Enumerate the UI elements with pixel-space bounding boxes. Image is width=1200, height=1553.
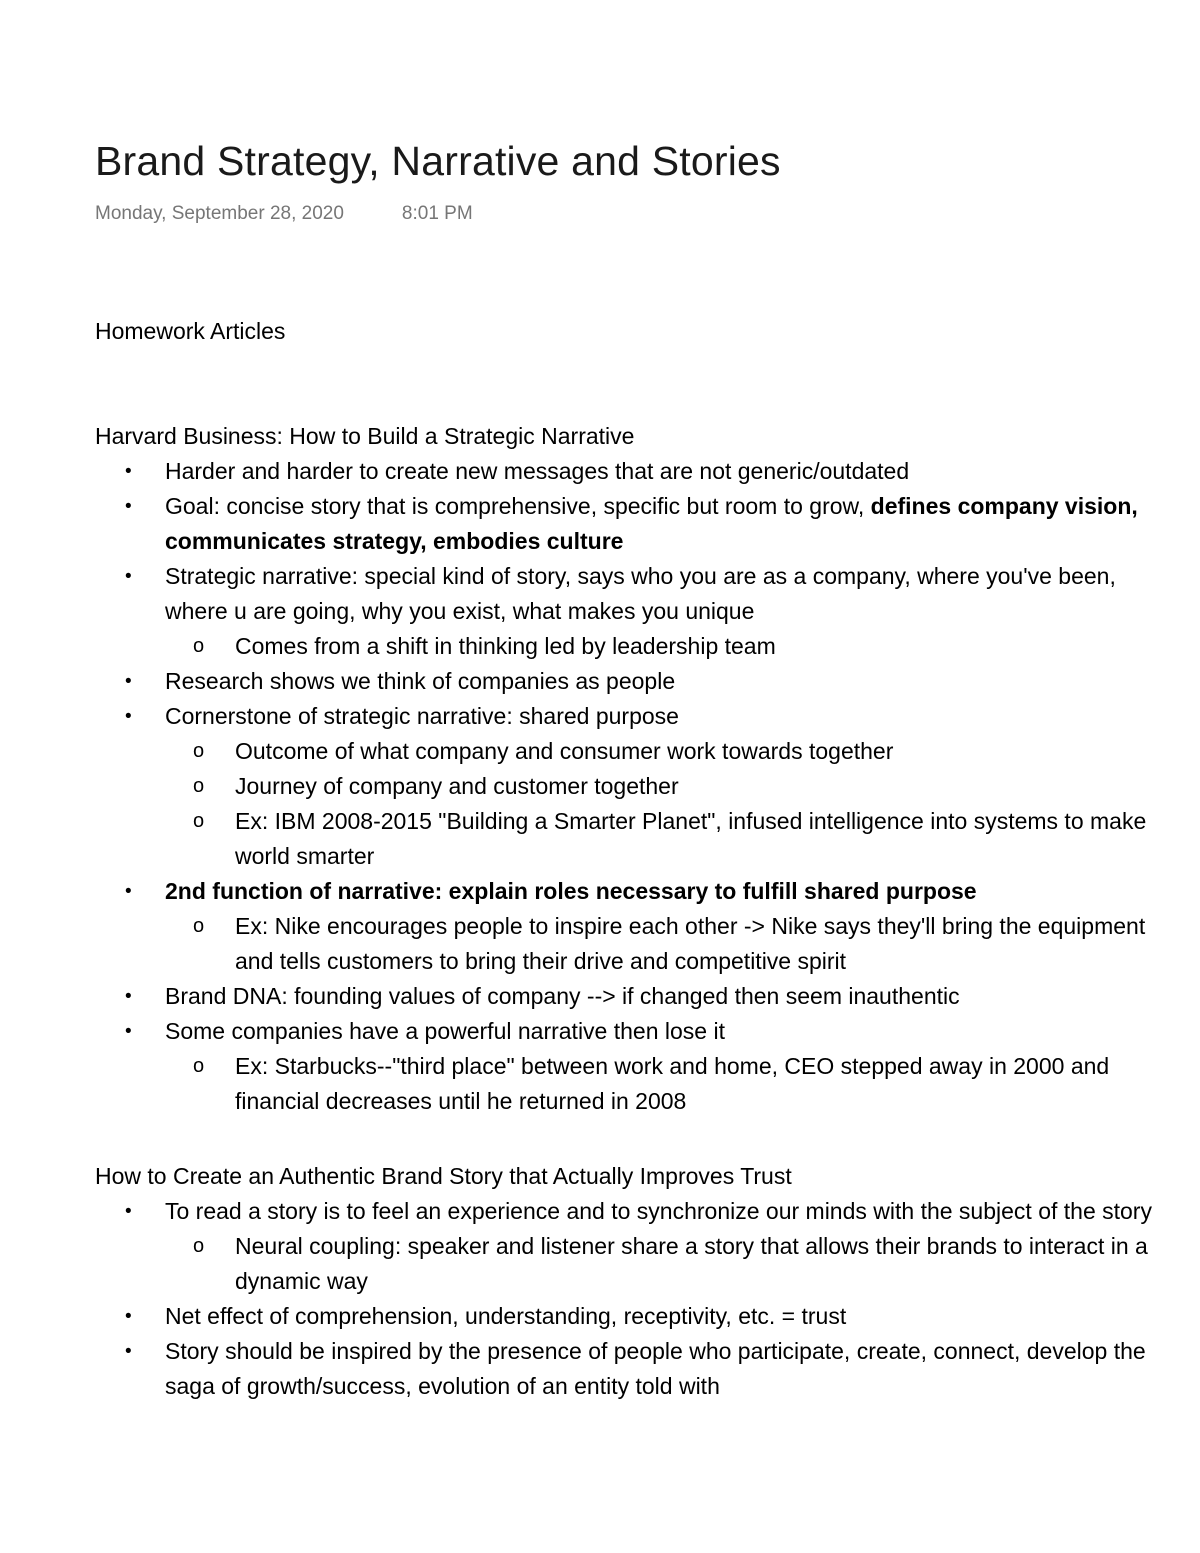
list-item: • Some companies have a powerful narrative then lose it — [95, 1014, 1155, 1049]
list-item: • 2nd function of narrative: explain roles necessary to fulfill shared purpose — [95, 874, 1155, 909]
note-time: 8:01 PM — [401, 203, 473, 224]
sub-list-item: o Comes from a shift in thinking led by leadership team — [95, 629, 1155, 664]
list-item: • To read a story is to feel an experience and to synchronize our minds with the subject of the story — [95, 1194, 1155, 1229]
sub-list-item: o Ex: IBM 2008-2015 "Building a Smarter Planet", infused intelligence into systems to make world smarter — [95, 804, 1155, 874]
circle-marker: o — [193, 915, 205, 937]
list-item: • Research shows we think of companies as people — [95, 664, 1155, 699]
homework-heading: Homework Articles — [95, 318, 286, 344]
circle-marker: o — [193, 1235, 205, 1257]
bullet-marker: • — [125, 1021, 132, 1042]
list-item: • Cornerstone of strategic narrative: shared purpose — [95, 699, 1155, 734]
bullet-marker: • — [125, 706, 132, 727]
bullet-marker: • — [125, 1201, 132, 1222]
list-item: • Harder and harder to create new messages that are not generic/outdated — [95, 454, 1155, 489]
list-item: • Goal: concise story that is comprehensive, specific but room to grow, defines company vision, communicates strategy, embodies culture — [95, 489, 1155, 559]
bullet-marker: • — [125, 881, 132, 902]
page-title: Brand Strategy, Narrative and Stories — [95, 138, 781, 184]
list-item: • Brand DNA: founding values of company --> if changed then seem inauthentic — [95, 979, 1155, 1014]
sub-list-item: o Ex: Nike encourages people to inspire each other -> Nike says they'll bring the equipment and tells customers to bring their drive and competitive spirit — [95, 909, 1155, 979]
sub-list-item: o Ex: Starbucks--"third place" between work and home, CEO stepped away in 2000 and financial decreases until he returned in 2008 — [95, 1049, 1155, 1119]
bullet-marker: • — [125, 1341, 132, 1362]
circle-marker: o — [193, 635, 205, 657]
sub-list-item: o Journey of company and customer together — [95, 769, 1155, 804]
bullet-marker: • — [125, 496, 132, 517]
bullet-marker: • — [125, 461, 132, 482]
sub-list-item: o Neural coupling: speaker and listener share a story that allows their brands to interact in a dynamic way — [95, 1229, 1155, 1299]
note-timestamp — [95, 201, 473, 227]
circle-marker: o — [193, 775, 205, 797]
section1-list — [95, 454, 1155, 1119]
sub-list-item: o Outcome of what company and consumer work towards together — [95, 734, 1155, 769]
note-date: Monday, September 28, 2020 — [95, 203, 344, 224]
circle-marker: o — [193, 1055, 205, 1077]
section1-heading: Harvard Business: How to Build a Strategic Narrative — [95, 423, 635, 449]
bullet-marker: • — [125, 566, 132, 587]
list-item: • Story should be inspired by the presence of people who participate, create, connect, develop the saga of growth/success, evolution of an entity told with — [95, 1334, 1155, 1404]
bullet-marker: • — [125, 671, 132, 692]
list-item: • Net effect of comprehension, understanding, receptivity, etc. = trust — [95, 1299, 1155, 1334]
list-item: • Strategic narrative: special kind of story, says who you are as a company, where you've been, where u are going, why you exist, what makes you unique — [95, 559, 1155, 629]
circle-marker: o — [193, 810, 205, 832]
bullet-marker: • — [125, 1306, 132, 1327]
section2-heading: How to Create an Authentic Brand Story that Actually Improves Trust — [95, 1163, 792, 1189]
section2-list — [95, 1194, 1155, 1404]
bullet-marker: • — [125, 986, 132, 1007]
circle-marker: o — [193, 740, 205, 762]
